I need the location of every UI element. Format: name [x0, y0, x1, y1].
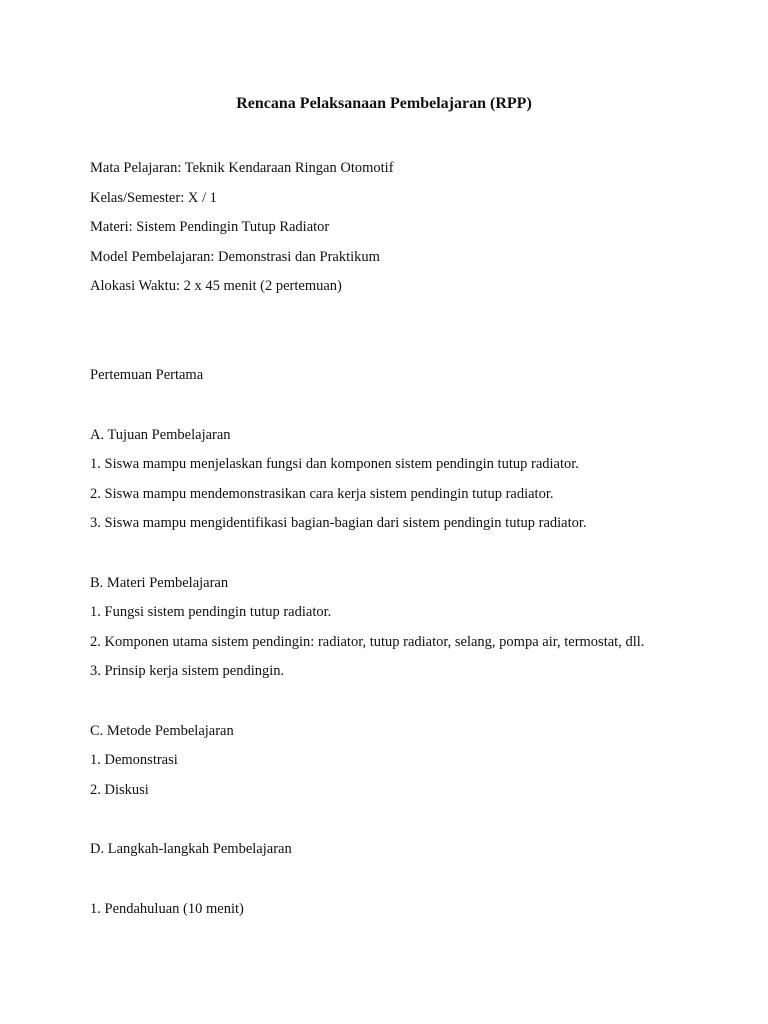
section-d-heading: D. Langkah-langkah Pembelajaran [90, 841, 292, 857]
document-title: Rencana Pelaksanaan Pembelajaran (RPP) [236, 95, 532, 112]
list-item: 3. Prinsip kerja sistem pendingin. [90, 663, 285, 679]
list-item: 2. Diskusi [90, 782, 149, 798]
info-materi: Materi: Sistem Pendingin Tutup Radiator [90, 219, 330, 235]
list-item: 2. Komponen utama sistem pendingin: radiator, tutup radiator, selang, pompa air, termostat, dll. [90, 634, 645, 650]
list-item: 2. Siswa mampu mendemonstrasikan cara kerja sistem pendingin tutup radiator. [90, 486, 554, 502]
section-a-heading: A. Tujuan Pembelajaran [90, 427, 231, 443]
list-item: 3. Siswa mampu mengidentifikasi bagian-bagian dari sistem pendingin tutup radiator. [90, 515, 587, 531]
info-kelas-semester: Kelas/Semester: X / 1 [90, 190, 217, 206]
info-alokasi-waktu: Alokasi Waktu: 2 x 45 menit (2 pertemuan) [90, 278, 342, 294]
list-item: 1. Siswa mampu menjelaskan fungsi dan komponen sistem pendingin tutup radiator. [90, 456, 579, 472]
meeting-heading: Pertemuan Pertama [90, 367, 204, 383]
section-b-heading: B. Materi Pembelajaran [90, 575, 229, 591]
list-item: 1. Demonstrasi [90, 752, 178, 768]
info-model-pembelajaran: Model Pembelajaran: Demonstrasi dan Praktikum [90, 249, 380, 265]
list-item: 1. Fungsi sistem pendingin tutup radiator. [90, 604, 332, 620]
list-item: 1. Pendahuluan (10 menit) [90, 901, 244, 917]
section-c-heading: C. Metode Pembelajaran [90, 723, 234, 739]
info-mata-pelajaran: Mata Pelajaran: Teknik Kendaraan Ringan Otomotif [90, 160, 394, 176]
